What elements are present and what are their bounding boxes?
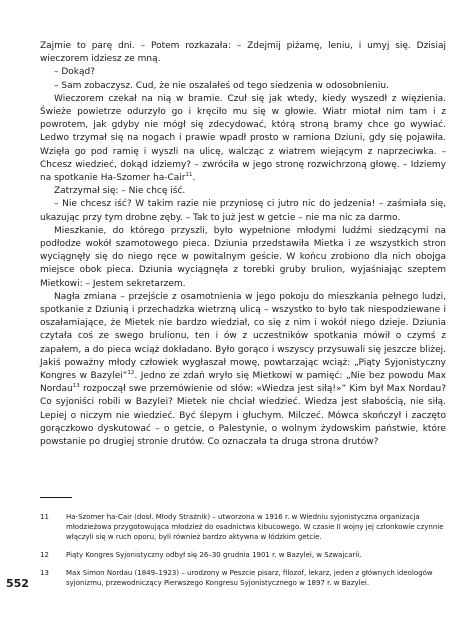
paragraph: Zatrzymał się: – Nie chcę iść. [54,186,186,197]
footnote-text: Ha-Szomer ha-Cair (dosł. Młody Strażnik) – utworzona w 1916 r. w Wiedniu syjonistyczna organizacja młodzieżowa przygotowująca młodzież do osadnictwa kibucowego. W czasie II wojny jej członkowie czynnie włączyli się w ruch oporu, byli również bardzo aktywna w łódzkim getcie. [66,513,444,541]
footnote [40,568,446,588]
footnote-number: 12 [40,551,49,559]
paragraph-text: . [192,173,196,184]
page-number: 552 [6,577,29,590]
footnote-divider [40,497,72,498]
paragraph-text: rozpoczął swe przemówienie od słów: «Wiedza jest siłą!»” Kim był Max Nordau? Co syjoniści robili w Bazylei? Mietek nie chciał wiedzieć. Wiedza jest słabością, nie siłą. Lepiej o niczym nie wiedzieć. Być ślepym i głuchym. Milczeć. Mówca skończył i zaczęto gorączkowo dyskutować – o getcie, o Palestynie, o wolnym żydowskim państwie, które powstanie po drugiej stronie drutów. Co oznaczała ta druga strona drutów? [40,384,446,448]
footnote [40,550,446,560]
paragraph-text: Nagła zmiana – przejście z osamotnienia w jego pokoju do mieszkania pełnego ludzi, spotkanie z Dziunią i przechadzka wietrzną ulicą – wszystko to było tak niespodziewane i oszałamiające, że Mietek nie bardzo wiedział, co się z nim i wokół niego dzieje. Dziunia czytała coś ze swego brulionu, ten i ów z uczestników spotkania mówił o czymś z zapałem, a do pieca wciąż dokładano. Było gorąco i wszyscy przysuwali się jeszcze bliżej. Jakiś poważny młody człowiek wygłaszał mowę, powtarzając wciąż: „Piąty Syjonistyczny Kongres w Bazylei” [40,291,446,382]
paragraph: – Dokąd? [54,67,96,78]
footnote-number: 11 [40,513,49,521]
main-text [40,40,446,449]
footnote-number: 13 [40,569,49,577]
footnote-ref[interactable]: 13 [72,383,80,390]
footnote-ref[interactable]: 11 [185,172,193,179]
paragraph-text: . Jedno ze zdań wryło się Mietkowi w pamięć: „Nie bez powodu Max Nordau [40,371,446,395]
paragraph: Mieszkanie, do którego przyszli, było wypełnione młodymi ludźmi siedzącymi na podłodze wokół szamotowego pieca. Dziunia przedstawiła Mietka i ze wszystkich stron wyciągnęły się do niego ręce w powitalnym geście. W końcu zrobiono dla nich obojga miejsce obok pieca. Dziunia wyciągnęła z torebki gruby brulion, wyjaśniając szeptem Mietkowi: – Jestem sekretarzem. [40,225,446,289]
footnote-text: Max Simon Nordau (1849–1923) – urodzony w Peszcie pisarz, filozof, lekarz, jeden z głównych ideologów syjonizmu, przewodniczący Pierwszego Kongresu Syjonistycznego w 1897 r. w Bazylei. [66,569,433,587]
footnote-ref[interactable]: 12 [127,370,135,377]
paragraph [40,291,446,449]
paragraph: – Nie chcesz iść? W takim razie nie przyniosę ci jutro nic do jedzenia! – zaśmiała się, ukazując przy tym drobne zęby. – Tak to już jest w getcie – nie ma nic za darmo. [40,199,446,223]
footnotes [40,512,446,596]
paragraph: Zajmie to parę dni. – Potem rozkazała: – Zdejmij piżamę, leniu, i umyj się. Dzisiaj wieczorem idziesz ze mną. [40,41,446,65]
paragraph: – Sam zobaczysz. Cud, że nie oszalałeś od tego siedzenia w odosobnieniu. [54,80,389,91]
footnote [40,512,446,542]
paragraph [40,93,446,185]
footnote-text: Piąty Kongres Syjonistyczny odbył się 26–30 grudnia 1901 r. w Bazylei, w Szwajcarii. [66,551,362,559]
paragraph-text: Wieczorem czekał na nią w bramie. Czuł się jak wtedy, kiedy wyszedł z więzienia. Świeże powietrze odurzyło go i kręciło mu się w głowie. Wiatr miotał nim tam i z powrotem, jak gdyby nie mógł się zdecydować, którą stroną bramy chce go wywiać. Ledwo trzymał się na nogach i prawie wpadł prosto w ramiona Dziuni, gdy się pojawiła. Wzięła go pod ramię i wyszli na ulicę, walcząc z wiatrem wiejącym z naprzeciwka. – Chcesz wiedzieć, dokąd idziemy? – zwróciła w jego stronę rozwichrzoną głowę. – Idziemy na spotkanie Ha-Szomer ha-Cair [40,93,446,184]
